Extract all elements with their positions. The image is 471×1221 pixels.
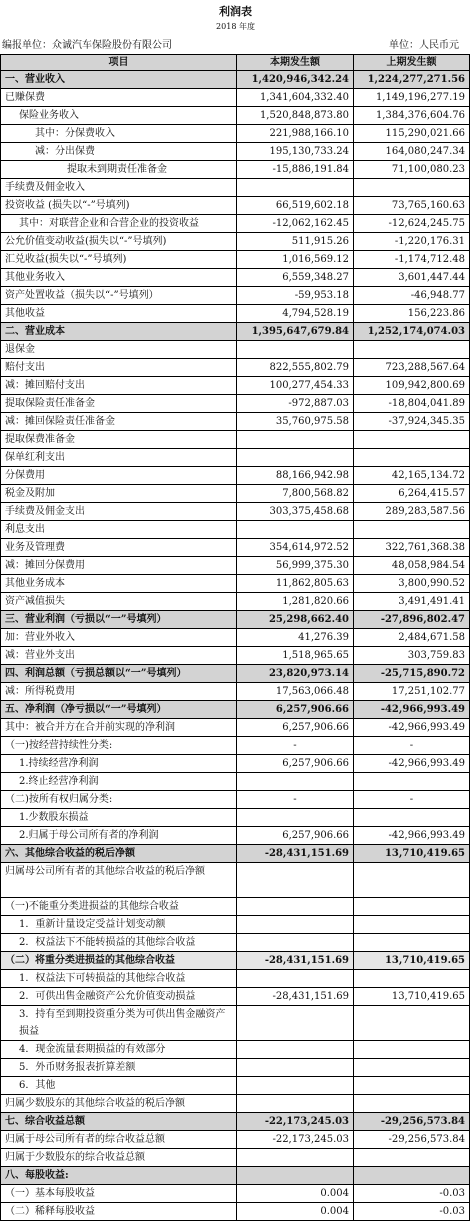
table-row (1, 1131, 470, 1149)
row-previous-amount (354, 341, 470, 359)
row-current-amount: 1,016,569.12 (237, 251, 354, 269)
table-row (1, 233, 470, 251)
row-previous-amount: 6,264,415.57 (354, 485, 470, 503)
row-item-label: （二)按所有权归属分类: (1, 791, 237, 809)
row-item-label: 2.归属于母公司所有者的净利润 (1, 827, 237, 845)
row-previous-amount (354, 970, 470, 988)
table-row (1, 215, 470, 233)
income-statement-table (0, 54, 470, 1221)
row-item-label: 其他业务成本 (1, 575, 237, 593)
row-item-label: 归属于母公司所有者的综合收益总额 (1, 1131, 237, 1149)
table-row (1, 791, 470, 809)
table-row (1, 827, 470, 845)
row-item-label: 1．重新计量设定受益计划变动额 (1, 916, 237, 934)
row-item-label: 减：摊回分保费用 (1, 557, 237, 575)
row-item-label: 资产处置收益（损失以“-”号填列） (1, 287, 237, 305)
row-item-label: 归属少数股东的其他综合收益的税后净额 (1, 1095, 237, 1113)
row-previous-amount: -12,624,245.75 (354, 215, 470, 233)
row-previous-amount: 73,765,160.63 (354, 197, 470, 215)
row-item-label: 5．外币财务报表折算差额 (1, 1059, 237, 1077)
row-item-label: 减：所得税费用 (1, 683, 237, 701)
row-current-amount: 511,915.26 (237, 233, 354, 251)
table-row (1, 449, 470, 467)
row-previous-amount: 156,223.86 (354, 305, 470, 323)
row-previous-amount: 2,484,671.58 (354, 629, 470, 647)
row-current-amount (237, 863, 354, 898)
table-row (1, 287, 470, 305)
row-current-amount (237, 341, 354, 359)
table-row (1, 701, 470, 719)
row-previous-amount: 164,080,247.34 (354, 143, 470, 161)
row-previous-amount (354, 809, 470, 827)
table-row (1, 934, 470, 952)
row-previous-amount: -1,220,176.31 (354, 233, 470, 251)
row-current-amount (237, 179, 354, 197)
table-row (1, 413, 470, 431)
row-previous-amount (354, 863, 470, 898)
report-title: 利润表 (219, 5, 252, 18)
row-item-label: 业务及管理费 (1, 539, 237, 557)
row-current-amount: 100,277,454.33 (237, 377, 354, 395)
row-current-amount (237, 449, 354, 467)
row-previous-amount: -27,896,802.47 (354, 611, 470, 629)
row-current-amount (237, 1041, 354, 1059)
currency-unit: 单位：人民币元 (389, 40, 459, 51)
row-previous-amount: 3,491,491.41 (354, 593, 470, 611)
table-row (1, 341, 470, 359)
row-item-label: 1.持续经营净利润 (1, 755, 237, 773)
table-row (1, 197, 470, 215)
table-row (1, 485, 470, 503)
table-row (1, 1113, 470, 1131)
row-item-label: （一）基本每股收益 (1, 1185, 237, 1203)
table-row (1, 916, 470, 934)
row-item-label: 归属于少数股东的综合收益总额 (1, 1149, 237, 1167)
row-previous-amount: -18,804,041.89 (354, 395, 470, 413)
row-previous-amount (354, 1041, 470, 1059)
table-row (1, 593, 470, 611)
table-row (1, 107, 470, 125)
row-previous-amount: -42,966,993.49 (354, 827, 470, 845)
table-row (1, 269, 470, 287)
row-previous-amount: -42,966,993.49 (354, 755, 470, 773)
row-previous-amount (354, 521, 470, 539)
table-row (1, 988, 470, 1006)
row-item-label: 退保金 (1, 341, 237, 359)
table-row (1, 952, 470, 970)
table-row (1, 467, 470, 485)
row-current-amount: -28,431,151.69 (237, 952, 354, 970)
table-row (1, 683, 470, 701)
row-item-label: 2．可供出售金融资产公允价值变动损益 (1, 988, 237, 1006)
row-previous-amount: -42,966,993.49 (354, 701, 470, 719)
row-item-label: 七、综合收益总额 (1, 1113, 237, 1131)
row-current-amount: 6,257,906.66 (237, 827, 354, 845)
row-item-label: 1．权益法下可转损益的其他综合收益 (1, 970, 237, 988)
table-row (1, 719, 470, 737)
row-previous-amount (354, 431, 470, 449)
row-previous-amount (354, 1149, 470, 1167)
row-current-amount: 303,375,458.68 (237, 503, 354, 521)
row-current-amount: 41,276.39 (237, 629, 354, 647)
row-item-label: 减：摊回保险责任准备金 (1, 413, 237, 431)
row-current-amount (237, 898, 354, 916)
row-current-amount: 0.004 (237, 1203, 354, 1221)
row-item-label: 八、每股收益: (1, 1167, 237, 1185)
table-row (1, 1041, 470, 1059)
table-header-row (1, 55, 470, 71)
row-previous-amount: -25,715,890.72 (354, 665, 470, 683)
row-item-label: （二）将重分类进损益的其他综合收益 (1, 952, 237, 970)
row-item-label: 五、净利润（净亏损以“一”号填列） (1, 701, 237, 719)
row-previous-amount: 42,165,134.72 (354, 467, 470, 485)
row-current-amount (237, 1059, 354, 1077)
table-row (1, 143, 470, 161)
row-current-amount: 35,760,975.58 (237, 413, 354, 431)
row-item-label: 其中：被合并方在合并前实现的净利润 (1, 719, 237, 737)
reporting-entity: 编报单位：众诚汽车保险股份有限公司 (2, 40, 172, 51)
table-row (1, 323, 470, 341)
column-header-current: 本期发生额 (237, 55, 354, 71)
column-header-item: 项目 (1, 55, 237, 71)
row-current-amount: - (237, 791, 354, 809)
row-item-label: 提取未到期责任准备金 (1, 161, 237, 179)
row-previous-amount (354, 1095, 470, 1113)
table-row (1, 503, 470, 521)
table-row (1, 575, 470, 593)
row-item-label: 公允价值变动收益(损失以“-”号填列) (1, 233, 237, 251)
table-row (1, 1167, 470, 1185)
row-previous-amount: -42,966,993.49 (354, 719, 470, 737)
table-row (1, 521, 470, 539)
row-previous-amount: 289,283,587.56 (354, 503, 470, 521)
row-previous-amount: 17,251,102.77 (354, 683, 470, 701)
table-row (1, 737, 470, 755)
table-row (1, 395, 470, 413)
row-item-label: 提取保费准备金 (1, 431, 237, 449)
row-item-label: 税金及附加 (1, 485, 237, 503)
row-item-label: 分保费用 (1, 467, 237, 485)
row-item-label: 3．持有至到期投资重分类为可供出售金融资产损益 (1, 1006, 237, 1041)
row-current-amount: 0.004 (237, 1185, 354, 1203)
row-previous-amount (354, 179, 470, 197)
row-previous-amount (354, 1077, 470, 1095)
table-row (1, 179, 470, 197)
row-item-label: 4．现金流量套期损益的有效部分 (1, 1041, 237, 1059)
table-row (1, 125, 470, 143)
row-previous-amount: -1,174,712.48 (354, 251, 470, 269)
table-row (1, 970, 470, 988)
table-row (1, 611, 470, 629)
row-previous-amount: 3,601,447.44 (354, 269, 470, 287)
row-current-amount: 822,555,802.79 (237, 359, 354, 377)
row-previous-amount: -29,256,573.84 (354, 1113, 470, 1131)
row-current-amount (237, 916, 354, 934)
row-current-amount: 354,614,972.52 (237, 539, 354, 557)
row-previous-amount: 71,100,080.23 (354, 161, 470, 179)
row-current-amount: 1,520,848,873.80 (237, 107, 354, 125)
table-row (1, 809, 470, 827)
row-item-label: 已赚保费 (1, 89, 237, 107)
row-current-amount: 1,281,820.66 (237, 593, 354, 611)
row-current-amount: -22,173,245.03 (237, 1131, 354, 1149)
row-previous-amount: 13,710,419.65 (354, 845, 470, 863)
row-previous-amount: -37,924,345.35 (354, 413, 470, 431)
row-current-amount (237, 934, 354, 952)
row-previous-amount (354, 934, 470, 952)
row-current-amount: 1,518,965.65 (237, 647, 354, 665)
row-current-amount: -15,886,191.84 (237, 161, 354, 179)
row-item-label: 四、利润总额（亏损总额以“一”号填列） (1, 665, 237, 683)
row-current-amount: 11,862,805.63 (237, 575, 354, 593)
table-body (1, 71, 470, 1221)
row-item-label: （二）稀释每股收益 (1, 1203, 237, 1221)
row-current-amount: 56,999,375.30 (237, 557, 354, 575)
row-current-amount (237, 521, 354, 539)
row-item-label: （一)按经营持续性分类: (1, 737, 237, 755)
row-current-amount: -972,887.03 (237, 395, 354, 413)
table-row (1, 845, 470, 863)
row-previous-amount: 109,942,800.69 (354, 377, 470, 395)
row-item-label: 三、营业利润（亏损以“一”号填列） (1, 611, 237, 629)
row-current-amount: -12,062,162.45 (237, 215, 354, 233)
row-item-label: 手续费及佣金收入 (1, 179, 237, 197)
row-current-amount: 1,420,946,342.24 (237, 71, 354, 89)
row-item-label: 减：营业外支出 (1, 647, 237, 665)
row-item-label: 汇兑收益(损失以“-”号填列) (1, 251, 237, 269)
row-current-amount (237, 431, 354, 449)
row-previous-amount: 115,290,021.66 (354, 125, 470, 143)
table-row (1, 89, 470, 107)
row-current-amount: -28,431,151.69 (237, 845, 354, 863)
table-row (1, 863, 470, 898)
table-row (1, 647, 470, 665)
row-item-label: 二、营业成本 (1, 323, 237, 341)
row-item-label: 2.终止经营净利润 (1, 773, 237, 791)
row-previous-amount: -0.03 (354, 1185, 470, 1203)
row-item-label: 减：分出保费 (1, 143, 237, 161)
report-meta (0, 34, 469, 50)
row-item-label: （一)不能重分类进损益的其他综合收益 (1, 898, 237, 916)
table-row (1, 898, 470, 916)
row-current-amount: 17,563,066.48 (237, 683, 354, 701)
row-previous-amount: -29,256,573.84 (354, 1131, 470, 1149)
row-item-label: 提取保险责任准备金 (1, 395, 237, 413)
row-current-amount (237, 1006, 354, 1041)
row-previous-amount: 48,058,984.54 (354, 557, 470, 575)
row-item-label: 资产减值损失 (1, 593, 237, 611)
row-previous-amount: 322,761,368.38 (354, 539, 470, 557)
table-row (1, 539, 470, 557)
row-item-label: 利息支出 (1, 521, 237, 539)
row-item-label: 2．权益法下不能转损益的其他综合收益 (1, 934, 237, 952)
table-row (1, 557, 470, 575)
row-previous-amount (354, 898, 470, 916)
row-previous-amount: -46,948.77 (354, 287, 470, 305)
row-previous-amount: - (354, 791, 470, 809)
row-current-amount: 6,257,906.66 (237, 701, 354, 719)
table-row (1, 755, 470, 773)
row-item-label: 加：营业外收入 (1, 629, 237, 647)
row-current-amount: 221,988,166.10 (237, 125, 354, 143)
row-previous-amount (354, 449, 470, 467)
table-row (1, 1095, 470, 1113)
row-current-amount: 88,166,942.98 (237, 467, 354, 485)
row-previous-amount: - (354, 737, 470, 755)
row-current-amount (237, 809, 354, 827)
row-item-label: 六、其他综合收益的税后净额 (1, 845, 237, 863)
report-year: 2018 年度 (216, 22, 255, 31)
row-item-label: 归属母公司所有者的其他综合收益的税后净额 (1, 863, 237, 898)
row-item-label: 手续费及佣金支出 (1, 503, 237, 521)
table-row (1, 773, 470, 791)
row-current-amount (237, 1149, 354, 1167)
row-previous-amount: 13,710,419.65 (354, 952, 470, 970)
row-current-amount: 195,130,733.24 (237, 143, 354, 161)
row-current-amount: 7,800,568.82 (237, 485, 354, 503)
row-current-amount: -22,173,245.03 (237, 1113, 354, 1131)
row-previous-amount: 13,710,419.65 (354, 988, 470, 1006)
row-previous-amount (354, 916, 470, 934)
table-row (1, 161, 470, 179)
row-item-label: 6．其他 (1, 1077, 237, 1095)
row-item-label: 减：摊回赔付支出 (1, 377, 237, 395)
table-row (1, 71, 470, 89)
row-previous-amount: 303,759.83 (354, 647, 470, 665)
row-item-label: 赔付支出 (1, 359, 237, 377)
table-row (1, 1006, 470, 1041)
table-row (1, 359, 470, 377)
row-item-label: 投资收益 (损失以“-”号填列) (1, 197, 237, 215)
row-item-label: 其中：对联营企业和合营企业的投资收益 (1, 215, 237, 233)
table-row (1, 251, 470, 269)
row-current-amount (237, 773, 354, 791)
row-current-amount: 1,341,604,332.40 (237, 89, 354, 107)
row-previous-amount (354, 1006, 470, 1041)
row-item-label: 保险业务收入 (1, 107, 237, 125)
row-previous-amount (354, 1167, 470, 1185)
table-row (1, 1203, 470, 1221)
table-row (1, 1077, 470, 1095)
row-current-amount: 23,820,973.14 (237, 665, 354, 683)
row-current-amount: 6,257,906.66 (237, 755, 354, 773)
column-header-previous: 上期发生额 (354, 55, 470, 71)
row-previous-amount (354, 773, 470, 791)
row-previous-amount: 723,288,567.64 (354, 359, 470, 377)
row-current-amount: -59,953.18 (237, 287, 354, 305)
table-row (1, 1059, 470, 1077)
row-current-amount: 25,298,662.40 (237, 611, 354, 629)
table-row (1, 1185, 470, 1203)
row-current-amount: 6,559,348.27 (237, 269, 354, 287)
row-current-amount (237, 970, 354, 988)
row-previous-amount: 1,252,174,074.03 (354, 323, 470, 341)
row-previous-amount: 3,800,990.52 (354, 575, 470, 593)
row-current-amount (237, 1167, 354, 1185)
row-item-label: 其中：分保费收入 (1, 125, 237, 143)
row-current-amount: 4,794,528.19 (237, 305, 354, 323)
row-current-amount (237, 1095, 354, 1113)
row-item-label: 1.少数股东损益 (1, 809, 237, 827)
row-item-label: 保单红利支出 (1, 449, 237, 467)
row-previous-amount (354, 1059, 470, 1077)
table-row (1, 1149, 470, 1167)
row-current-amount (237, 1077, 354, 1095)
row-previous-amount: 1,149,196,277.19 (354, 89, 470, 107)
row-previous-amount: -0.03 (354, 1203, 470, 1221)
table-row (1, 377, 470, 395)
row-item-label: 一、营业收入 (1, 71, 237, 89)
table-row (1, 305, 470, 323)
row-current-amount: 1,395,647,679.84 (237, 323, 354, 341)
row-previous-amount: 1,384,376,604.76 (354, 107, 470, 125)
table-row (1, 431, 470, 449)
row-current-amount: 6,257,906.66 (237, 719, 354, 737)
table-row (1, 629, 470, 647)
table-row (1, 665, 470, 683)
row-current-amount: -28,431,151.69 (237, 988, 354, 1006)
row-current-amount: - (237, 737, 354, 755)
row-current-amount: 66,519,602.18 (237, 197, 354, 215)
row-previous-amount: 1,224,277,271.56 (354, 71, 470, 89)
row-item-label: 其他业务收入 (1, 269, 237, 287)
row-item-label: 其他收益 (1, 305, 237, 323)
